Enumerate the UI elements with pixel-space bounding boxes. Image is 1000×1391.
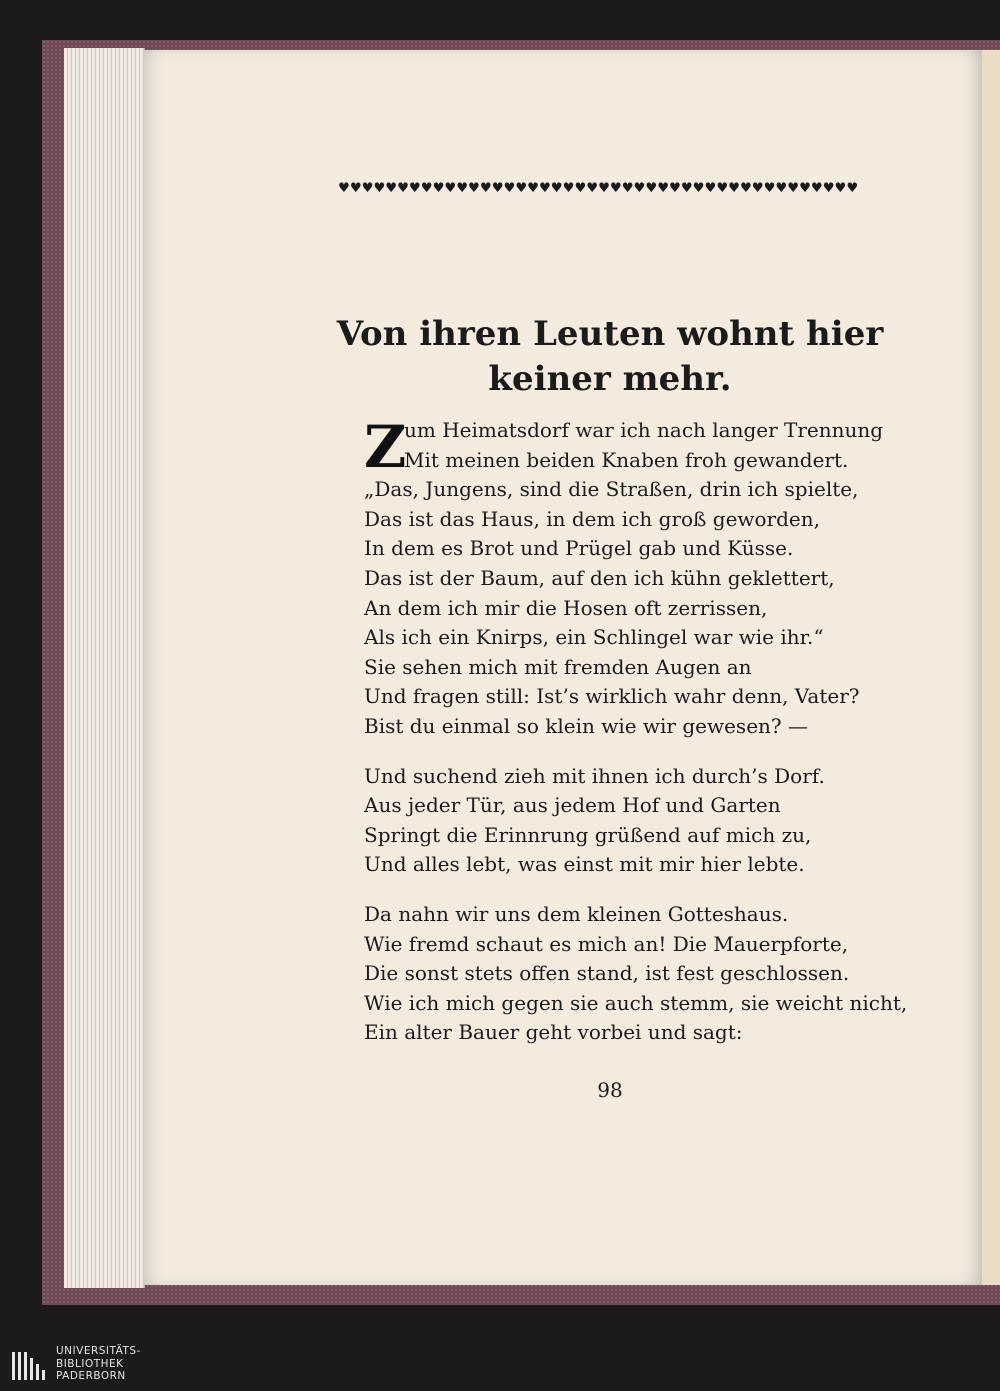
poem-line: Und suchend zieh mit ihnen ich durch’s Dorf. [364, 763, 825, 788]
poem-line: An dem ich mir die Hosen oft zerrissen, [364, 595, 768, 620]
stanza-2 [364, 762, 884, 880]
library-logo-icon [10, 1348, 46, 1384]
poem-line: Und alles lebt, was einst mit mir hier lebte. [364, 852, 805, 877]
poem-line: Das ist das Haus, in dem ich groß geworden, [364, 506, 820, 531]
title-line-1: Von ihren Leuten wohnt hier [336, 314, 884, 354]
heart-ornament-border: ♥♥♥♥♥♥♥♥♥♥♥♥♥♥♥♥♥♥♥♥♥♥♥♥♥♥♥♥♥♥♥♥♥♥♥♥♥♥♥♥♥♥♥♥ [338, 181, 859, 196]
poem-line: Bist du einmal so klein wie wir gewesen? — [364, 713, 808, 738]
poem-line: Ein alter Bauer geht vorbei und sagt: [364, 1020, 743, 1045]
poem-line: Da nahn wir uns dem kleinen Gotteshaus. [364, 901, 789, 926]
poem-line: Sie sehen mich mit fremden Augen an [364, 654, 752, 679]
page-stack-edge [64, 48, 145, 1288]
poem-line: Wie ich mich gegen sie auch stemm, sie weicht nicht, [364, 990, 908, 1015]
library-name-line-2: BIBLIOTHEK [56, 1357, 124, 1370]
library-name-line-1: UNIVERSITÄTS- [56, 1345, 141, 1357]
stanza-gap [364, 880, 884, 900]
title-line-2: keiner mehr. [488, 359, 732, 399]
poem-line: Springt die Erinnrung grüßend auf mich zu, [364, 822, 812, 847]
library-name-line-3: PADERBORN [56, 1370, 126, 1382]
poem-line: Aus jeder Tür, aus jedem Hof und Garten [364, 793, 781, 818]
poem-line: Das ist der Baum, auf den ich kühn geklettert, [364, 565, 835, 590]
poem-body [364, 413, 908, 1048]
library-name [56, 1345, 141, 1383]
poem-line: Und fragen still: Ist’s wirklich wahr denn, Vater? [364, 684, 860, 709]
page-number: 98 [597, 1078, 623, 1102]
stanza-3 [364, 900, 908, 1048]
poem-title [330, 312, 890, 402]
stanza-1 [364, 413, 884, 742]
poem-line: Als ich ein Knirps, ein Schlingel war wie ihr.“ [364, 625, 824, 650]
poem-line: „Das, Jungens, sind die Straßen, drin ich spielte, [364, 477, 859, 502]
stanza-gap [364, 742, 884, 762]
poem-line: In dem es Brot und Prügel gab und Küsse. [364, 536, 794, 561]
poem-line: Mit meinen beiden Knaben froh gewandert. [404, 447, 849, 472]
drop-cap: Z [364, 413, 407, 481]
facing-page-edge [982, 50, 1000, 1285]
poem-line: Wie fremd schaut es mich an! Die Mauerpforte, [364, 931, 849, 956]
poem-line: um Heimatsdorf war ich nach langer Trennung [404, 418, 884, 442]
library-footer [0, 1340, 1000, 1391]
poem-line: Die sonst stets offen stand, ist fest geschlossen. [364, 961, 850, 986]
